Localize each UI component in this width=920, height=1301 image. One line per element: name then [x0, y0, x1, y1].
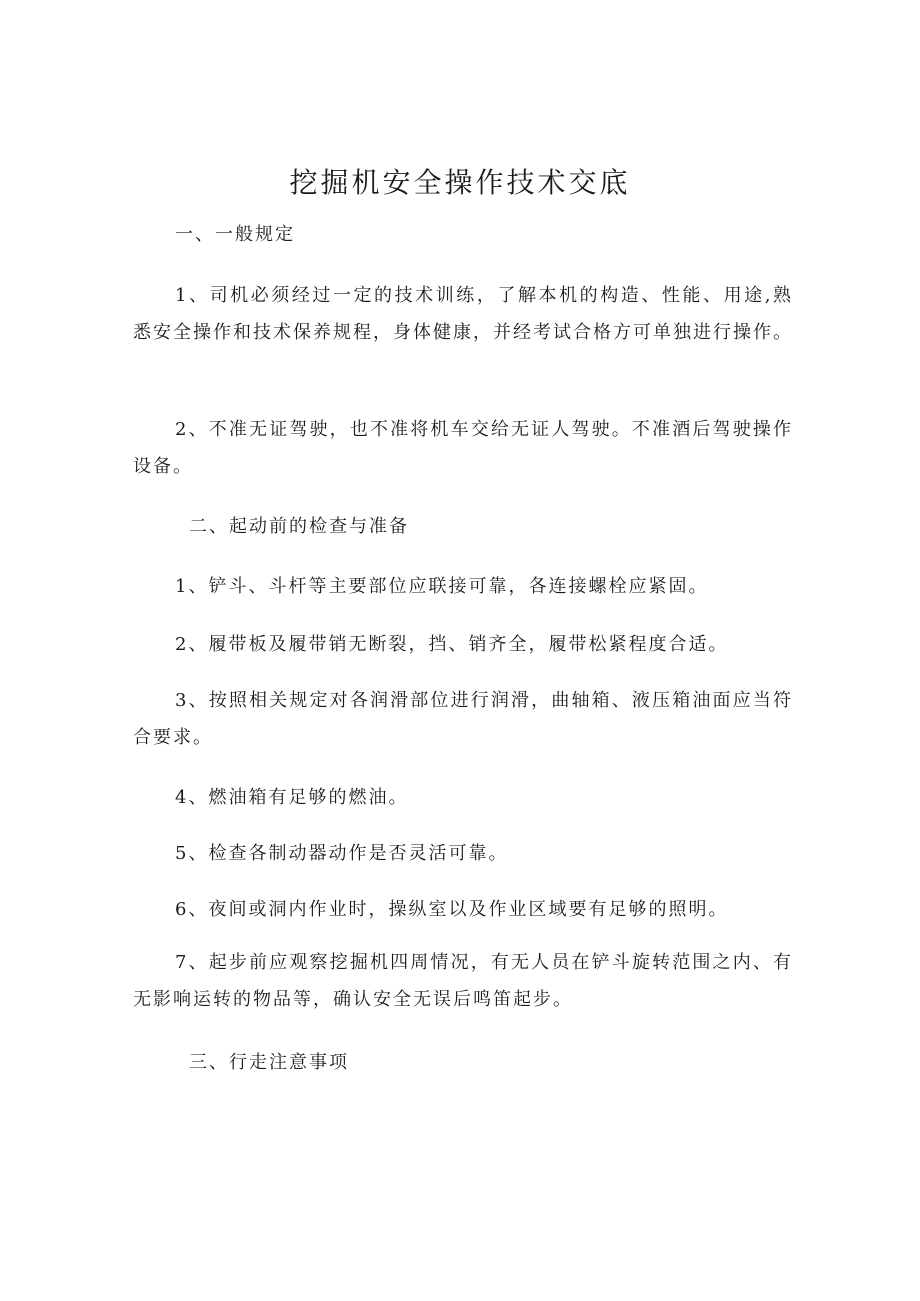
paragraph-prestart-2: 2、履带板及履带销无断裂，挡、销齐全，履带松紧程度合适。: [175, 634, 729, 655]
document-title: 挖掘机安全操作技术交底: [289, 166, 631, 199]
paragraph-prestart-1: 1、铲斗、斗杆等主要部位应联接可靠，各连接螺栓应紧固。: [175, 576, 709, 597]
paragraph-prestart-6: 6、夜间或洞内作业时，操纵室以及作业区域要有足够的照明。: [175, 899, 729, 920]
paragraph-prestart-7: 7、起步前应观察挖掘机四周情况，有无人员在铲斗旋转范围之内、有无影响运转的物品等，确认安全无误后鸣笛起步。: [133, 952, 793, 1010]
paragraph-prestart-3: 3、按照相关规定对各润滑部位进行润滑，曲轴箱、液压箱油面应当符合要求。: [133, 690, 793, 748]
paragraph-prestart-4: 4、燃油箱有足够的燃油。: [175, 787, 409, 808]
section-heading-travel: 三、行走注意事项: [189, 1052, 349, 1073]
section-heading-general: 一、一般规定: [175, 224, 295, 245]
paragraph-prestart-5: 5、检查各制动器动作是否灵活可靠。: [175, 843, 509, 864]
paragraph-general-2: 2、不准无证驾驶，也不准将机车交给无证人驾驶。不准酒后驾驶操作设备。: [133, 419, 793, 477]
paragraph-general-1: 1、司机必须经过一定的技术训练，了解本机的构造、性能、用途,熟悉安全操作和技术保养规程，身体健康，并经考试合格方可单独进行操作。: [133, 285, 793, 343]
section-heading-prestart: 二、起动前的检查与准备: [189, 516, 409, 537]
